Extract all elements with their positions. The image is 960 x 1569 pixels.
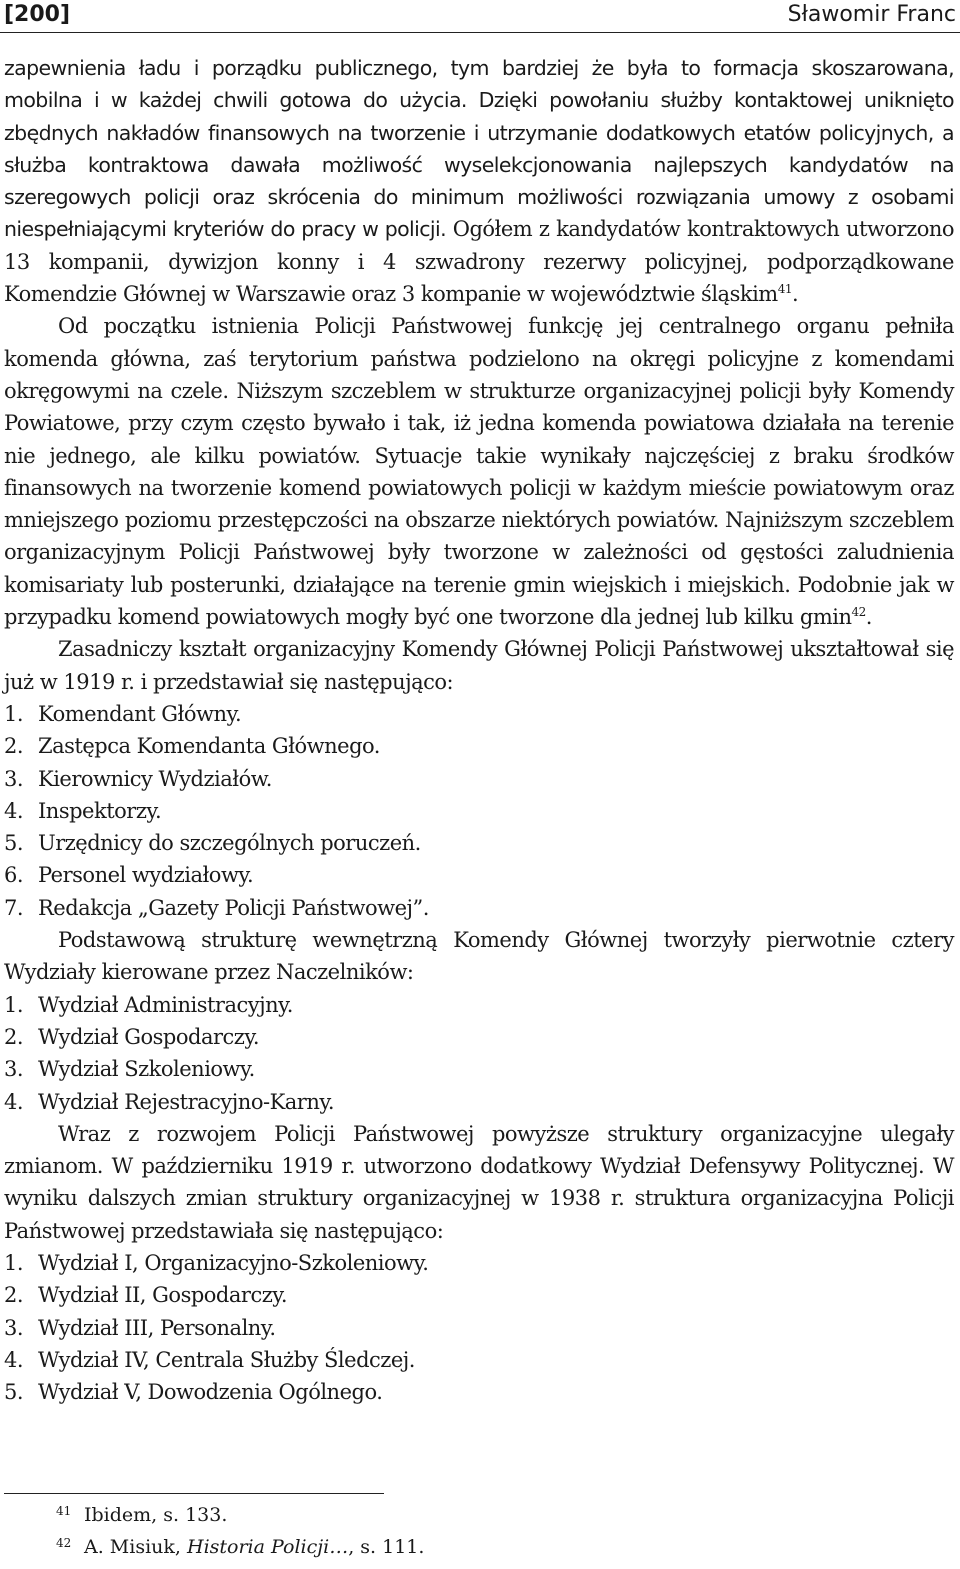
paragraph-2-text: Od początku istnienia Policji Państwowej funkcję jej centralnego organu pełniła komenda główna, zaś terytorium państwa podzielono na okręgi policyjne z komendami okręgowymi na czele. Niższym szczeblem w strukturze organizacyjnej policji były Komendy Powiatowe, przy czym często bywało i tak, iż jedna komenda powiatowa działała na terenie nie jednego, ale kilku powiatów. Sytuacje takie wynikały najczęściej z braku środków finansowych na tworzenie komend powiatowych policji w każdym mieście powiatowym oraz mniejszego poziomu przestępczości na obszarze niektórych powiatów. Najniższym szczeblem organizacyjnym Policji Państwowej były tworzone w zależności od gęstości zaludnienia komisariaty lub posterunki, działające na terenie gmin wiejskich i miejskich. Podobnie jak w przypadku komend powiatowych mogły być one tworzone dla jednej lub kilku gmin (4, 314, 954, 630)
running-header (4, 0, 956, 32)
footnote-number: 41 (56, 1504, 72, 1518)
list-item (4, 698, 954, 730)
list-number: 7. (4, 895, 24, 920)
list-number: 6. (4, 863, 24, 888)
list-label: Wydział Administracyjny. (38, 992, 293, 1017)
list-label: Komendant Główny. (38, 701, 242, 726)
paragraph-2 (4, 310, 954, 633)
paragraph-1-sans-run: zapewnienia ładu i porządku publicznego, tym bardziej że była to formacja skoszarowana, mobilna i w każdej chwili gotowa do użycia. Dzięki powołaniu służby kontaktowej uniknięto zbędnych nakładów finansowych na tworzenie i utrzymanie dodatkowych etatów policyjnych, a służba kontraktowa dawała możliwość wyselekcjonowania najlepszych kandydatów na szeregowych policji oraz skrócenia do minimum możliwości rozwiązania umowy z osobami niespełniającymi kryteriów do pracy w policji. (4, 56, 954, 242)
page-number: [200] (4, 2, 71, 27)
footnote-text-pre: A. Misiuk, (84, 1536, 187, 1558)
list-item (4, 1053, 954, 1085)
list-original-departments (4, 989, 954, 1118)
list-label: Wydział I, Organizacyjno-Szkoleniowy. (38, 1250, 429, 1275)
footnote-text: Ibidem, s. 133. (84, 1504, 228, 1526)
list-number: 4. (4, 798, 24, 823)
list-item (4, 1376, 954, 1408)
footnote-rule (4, 1493, 384, 1494)
list-item (4, 1312, 954, 1344)
list-item (4, 795, 954, 827)
body-text (4, 52, 954, 1408)
list-number: 2. (4, 1024, 24, 1049)
list-item (4, 763, 954, 795)
paragraph-3: Zasadniczy kształt organizacyjny Komendy Głównej Policji Państwowej ukształtował się już w 1919 r. i przedstawiał się następująco: (4, 637, 954, 694)
list-label: Wydział V, Dowodzenia Ogólnego. (38, 1380, 383, 1405)
paragraph-1-serif-run: Ogółem z kandydatów kontraktowych utworzono 13 kompanii, dywizjon konny i 4 szwadrony rezerwy policyjnej, podporządkowane Komendzie Głównej w Warszawie oraz 3 kompanie w województwie śląskim (4, 217, 955, 307)
list-item (4, 1086, 954, 1118)
list-number: 5. (4, 1380, 24, 1405)
list-number: 3. (4, 766, 24, 791)
list-number: 1. (4, 701, 24, 726)
list-label: Redakcja „Gazety Policji Państwowej”. (38, 895, 429, 920)
footnote-42 (56, 1531, 936, 1563)
list-label: Wydział II, Gospodarczy. (38, 1283, 288, 1308)
footnote-number: 42 (56, 1536, 72, 1550)
footnotes (56, 1499, 936, 1563)
header-rule (0, 32, 960, 33)
list-label: Inspektorzy. (38, 798, 162, 823)
list-command-structure (4, 698, 954, 924)
list-item (4, 1021, 954, 1053)
list-1938-departments (4, 1247, 954, 1408)
list-label: Urzędnicy do szczególnych poruczeń. (38, 831, 421, 856)
list-label: Wydział Rejestracyjno-Karny. (38, 1089, 335, 1114)
list-item (4, 989, 954, 1021)
list-item (4, 1247, 954, 1279)
paragraph-2-end: . (865, 605, 872, 630)
list-item (4, 827, 954, 859)
running-head-author: Sławomir Franc (787, 2, 956, 27)
list-number: 2. (4, 734, 24, 759)
list-number: 4. (4, 1347, 24, 1372)
list-number: 3. (4, 1057, 24, 1082)
list-item (4, 1279, 954, 1311)
paragraph-5: Wraz z rozwojem Policji Państwowej powyższe struktury organizacyjne ulegały zmianom. W październiku 1919 r. utworzono dodatkowy Wydział Defensywy Politycznej. W wyniku dalszych zmian struktury organizacyjnej w 1938 r. struktura organizacyjna Policji Państwowej przedstawiała się następująco: (4, 1121, 954, 1243)
list-label: Wydział III, Personalny. (38, 1315, 276, 1340)
paragraph-1 (4, 52, 954, 310)
list-label: Wydział Gospodarczy. (38, 1024, 260, 1049)
list-item (4, 1344, 954, 1376)
list-label: Wydział Szkoleniowy. (38, 1057, 255, 1082)
paragraph-4: Podstawową strukturę wewnętrzną Komendy Głównej tworzyły pierwotnie cztery Wydziały kierowane przez Naczelników: (4, 928, 954, 985)
list-item (4, 730, 954, 762)
footnote-text-post: , s. 111. (348, 1536, 425, 1558)
list-number: 5. (4, 831, 24, 856)
footnote-title-italic: Historia Policji… (187, 1536, 349, 1558)
footnote-ref-42[interactable]: 42 (851, 605, 866, 620)
list-label: Zastępca Komendanta Głównego. (38, 734, 380, 759)
list-label: Kierownicy Wydziałów. (38, 766, 272, 791)
list-item (4, 892, 954, 924)
list-number: 4. (4, 1089, 24, 1114)
footnote-ref-41[interactable]: 41 (777, 282, 792, 297)
list-number: 3. (4, 1315, 24, 1340)
list-label: Personel wydziałowy. (38, 863, 254, 888)
footnote-41 (56, 1499, 936, 1531)
list-label: Wydział IV, Centrala Służby Śledczej. (38, 1347, 415, 1372)
list-number: 2. (4, 1283, 24, 1308)
list-number: 1. (4, 992, 24, 1017)
list-item (4, 859, 954, 891)
paragraph-1-end: . (791, 282, 799, 307)
list-number: 1. (4, 1250, 24, 1275)
